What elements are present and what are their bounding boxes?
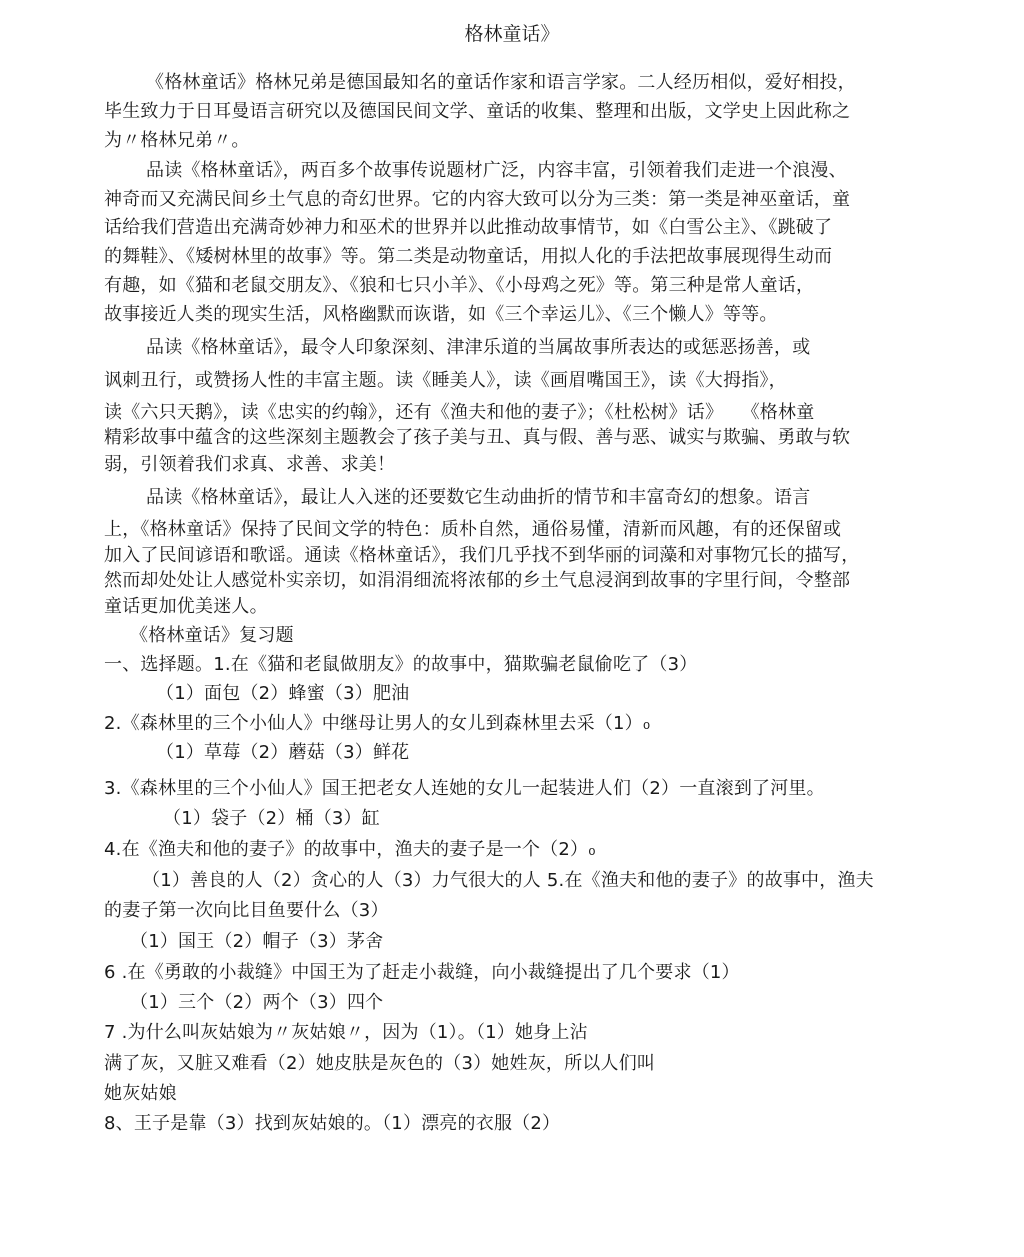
question-line: 2.《森林里的三个小仙人》中继母让男人的女儿到森林里去采（1）₀	[104, 713, 651, 734]
text-line: 毕生致力于日耳曼语言研究以及德国民间文学、童话的收集、整理和出版，文学史上因此称之	[104, 101, 851, 122]
section-heading: 《格林童话》复习题	[130, 625, 294, 646]
text-line: 话给我们营造出充满奇妙神力和巫术的世界并以此推动故事情节，如《白雪公主》、《跳破了	[104, 217, 833, 238]
text-line: 精彩故事中蕴含的这些深刻主题教会了孩子美与丑、真与假、善与恶、诚实与欺骗、勇敢与软	[104, 427, 851, 448]
answer-options: （1）面包（2）蜂蜜（3）肥油	[156, 683, 410, 704]
question-line: 6 .在《勇敢的小裁缝》中国王为了赶走小裁缝，向小裁缝提出了几个要求（1）	[104, 962, 740, 983]
question-line: 8、王子是靠（3）找到灰姑娘的。（1）漂亮的衣服（2）	[104, 1113, 561, 1134]
text-line: 童话更加优美迷人。	[104, 596, 268, 617]
text-line: 弱，引领着我们求真、求善、求美！	[104, 454, 396, 475]
text-line: 品读《格林童话》，最令人印象深刻、津津乐道的当属故事所表达的或惩恶扬善，或	[146, 337, 811, 358]
question-line: 7 .为什么叫灰姑娘为〃灰姑娘〃，因为（1）。（1）她身上沾	[104, 1022, 588, 1043]
text-line: 品读《格林童话》，最让人入迷的还要数它生动曲折的情节和丰富奇幻的想象。语言	[146, 487, 811, 508]
text-line: 品读《格林童话》，两百多个故事传说题材广泛，内容丰富，引领着我们走进一个浪漫、	[146, 160, 847, 181]
answer-options: （1）草莓（2）蘑菇（3）鲜花	[156, 742, 410, 763]
question-line: 一、选择题。1.在《猫和老鼠做朋友》的故事中，猫欺骗老鼠偷吃了（3）	[104, 654, 698, 675]
text-line: 然而却处处让人感觉朴实亲切，如涓涓细流将浓郁的乡土气息浸润到故事的字里行间，令整部	[104, 570, 851, 591]
answer-options: （1）国王（2）帽子（3）茅舍	[130, 931, 384, 952]
text-line: 有趣，如《猫和老鼠交朋友》、《狼和七只小羊》、《小母鸡之死》等。第三种是常人童话，	[104, 275, 815, 296]
answer-options: （1）袋子（2）桶（3）缸	[163, 808, 380, 829]
text-line: 故事接近人类的现实生活，风格幽默而诙谐，如《三个幸运儿》、《三个懒人》等等。	[104, 304, 778, 325]
text-line: 神奇而又充满民间乡土气息的奇幻世界。它的内容大致可以分为三类：第一类是神巫童话，童	[104, 189, 851, 210]
text-line: 的舞鞋》、《矮树林里的故事》等。第二类是动物童话，用拟人化的手法把故事展现得生动而	[104, 246, 833, 267]
text-line: 读《六只天鹅》，读《忠实的约翰》，还有《渔夫和他的妻子》；《杜松树》话》 《格林童	[104, 402, 815, 423]
document-title: 格林童话》	[464, 23, 560, 45]
question-line: 她灰姑娘	[104, 1083, 177, 1104]
text-line: 为〃格林兄弟〃。	[104, 130, 250, 151]
question-line: 3.《森林里的三个小仙人》国王把老女人连她的女儿一起装进人们（2）一直滚到了河里。	[104, 778, 825, 799]
text-line: 《格林童话》格林兄弟是德国最知名的童话作家和语言学家。二人经历相似，爱好相投，	[146, 72, 856, 93]
text-line: 上，《格林童话》保持了民间文学的特色：质朴自然，通俗易懂，清新而风趣，有的还保留或	[104, 519, 842, 540]
question-line: 4.在《渔夫和他的妻子》的故事中，渔夫的妻子是一个（2）₀	[104, 839, 596, 860]
text-line: 讽刺丑行，或赞扬人性的丰富主题。读《睡美人》，读《画眉嘴国王》，读《大拇指》，	[104, 370, 787, 391]
text-line: 加入了民间谚语和歌谣。通读《格林童话》，我们几乎找不到华丽的词藻和对事物冗长的描写，	[104, 545, 860, 566]
answer-options: （1）善良的人（2）贪心的人（3）力气很大的人 5.在《渔夫和他的妻子》的故事中，渔夫	[142, 870, 874, 891]
answer-options: （1）三个（2）两个（3）四个	[130, 992, 384, 1013]
question-line: 满了灰，又脏又难看（2）她皮肤是灰色的（3）她姓灰，所以人们叫	[104, 1053, 656, 1074]
question-line: 的妻子第一次向比目鱼要什么（3）	[104, 900, 389, 921]
